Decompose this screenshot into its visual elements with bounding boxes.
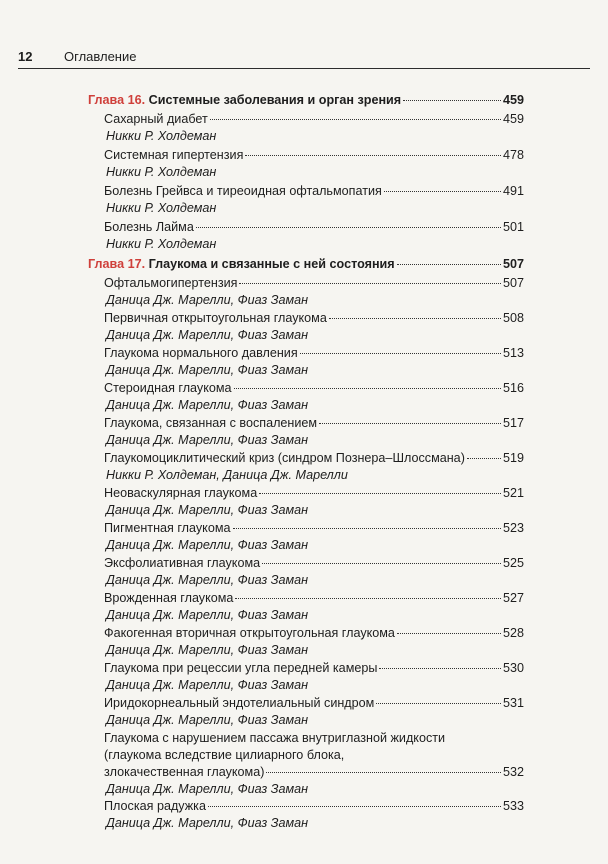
toc-entry-title: Офтальмогипертензия	[104, 276, 238, 290]
toc-entry-title: Врожденная глаукома	[104, 591, 234, 605]
toc-page-number: 532	[502, 765, 524, 779]
toc-page-number: 517	[502, 416, 524, 430]
header-title: Оглавление	[64, 48, 137, 64]
toc-page-number: 530	[502, 661, 524, 675]
toc-entry-title: Глаукомоциклитический криз (синдром Познера–Шлоссмана)	[104, 451, 465, 465]
dot-leader	[234, 388, 501, 389]
dot-leader	[397, 264, 501, 265]
dot-leader	[397, 633, 501, 634]
toc-chapter	[88, 92, 524, 109]
dot-leader	[384, 191, 501, 192]
toc-entry-title: Факогенная вторичная открытоугольная глаукома	[104, 626, 395, 640]
toc-entry	[104, 415, 524, 432]
chapter-label: Глава 16.	[88, 93, 146, 107]
toc-page-number: 523	[502, 521, 524, 535]
toc-entry-title: Глаукома при рецессии угла передней камеры	[104, 661, 378, 675]
toc-entry	[104, 590, 524, 607]
toc-entry-authors: Даница Дж. Марелли, Фиаз Заман	[106, 293, 309, 307]
toc-entry-title: Неоваскулярная глаукома	[104, 486, 258, 500]
toc-page-number: 528	[502, 626, 524, 640]
toc-entry-authors: Даница Дж. Марелли, Фиаз Заман	[106, 503, 309, 517]
toc-entry	[104, 555, 524, 572]
toc-entry-title: Системная гипертензия	[104, 148, 244, 162]
toc-page-number: 501	[502, 220, 524, 234]
toc-entry	[104, 798, 524, 815]
dot-leader	[300, 353, 501, 354]
toc-entry	[104, 625, 524, 642]
toc-entry-title: Иридокорнеальный эндотелиальный синдром	[104, 696, 375, 710]
chapter-title-text: Глаукома и связанные с ней состояния	[145, 257, 395, 271]
toc-page-number: 507	[502, 276, 524, 290]
dot-leader	[379, 668, 501, 669]
dot-leader	[245, 155, 501, 156]
toc-entry-authors: Даница Дж. Марелли, Фиаз Заман	[106, 328, 309, 342]
toc-page-number: 531	[502, 696, 524, 710]
toc-page-number: 521	[502, 486, 524, 500]
toc-entry-authors: Даница Дж. Марелли, Фиаз Заман	[106, 573, 309, 587]
page-number: 12	[18, 48, 33, 64]
toc-entry-authors: Даница Дж. Марелли, Фиаз Заман	[106, 433, 309, 447]
toc-entry-title: Эксфолиативная глаукома	[104, 556, 261, 570]
dot-leader	[262, 563, 501, 564]
toc-entry-authors: Никки Р. Холдеман	[106, 129, 217, 143]
toc-page-number: 459	[502, 93, 524, 107]
toc-page-number: 478	[502, 148, 524, 162]
chapter-label: Глава 17.	[88, 257, 146, 271]
toc-entry-title: Плоская радужка	[104, 799, 206, 813]
toc-page-number: 491	[502, 184, 524, 198]
toc-entry-title-line: злокачественная глаукома)	[104, 765, 265, 779]
toc-entry	[104, 695, 524, 712]
toc-entry	[104, 219, 524, 236]
toc-entry-title: Пигментная глаукома	[104, 521, 231, 535]
dot-leader	[467, 458, 501, 459]
running-header	[18, 44, 590, 69]
toc-entry-title-line: (глаукома вследствие цилиарного блока,	[104, 748, 345, 762]
toc-entry	[104, 380, 524, 397]
dot-leader	[196, 227, 501, 228]
toc-entry	[104, 660, 524, 677]
toc-page-number: 459	[502, 112, 524, 126]
toc-entry-authors: Даница Дж. Марелли, Фиаз Заман	[106, 713, 309, 727]
dot-leader	[239, 283, 501, 284]
toc-entry	[104, 310, 524, 327]
dot-leader	[208, 806, 501, 807]
toc-entry-authors: Даница Дж. Марелли, Фиаз Заман	[106, 678, 309, 692]
toc-entry-title: Болезнь Грейвса и тиреоидная офтальмопатия	[104, 184, 382, 198]
toc-page-number: 508	[502, 311, 524, 325]
toc-entry-authors: Никки Р. Холдеман, Даница Дж. Марелли	[106, 468, 348, 482]
dot-leader	[235, 598, 501, 599]
toc-entry	[104, 450, 524, 467]
toc-entry-title: Сахарный диабет	[104, 112, 208, 126]
toc-page-number: 513	[502, 346, 524, 360]
toc-entry-authors: Даница Дж. Марелли, Фиаз Заман	[106, 398, 309, 412]
toc-entry-authors: Никки Р. Холдеман	[106, 237, 217, 251]
dot-leader	[259, 493, 501, 494]
chapter-title	[88, 256, 395, 273]
dot-leader	[403, 100, 501, 101]
dot-leader	[210, 119, 501, 120]
toc-page-number: 527	[502, 591, 524, 605]
toc-page-number: 507	[502, 257, 524, 271]
toc-chapter	[88, 256, 524, 273]
chapter-title	[88, 92, 401, 109]
toc-page-number: 525	[502, 556, 524, 570]
toc-entry-authors: Никки Р. Холдеман	[106, 165, 217, 179]
toc-page-number: 516	[502, 381, 524, 395]
toc-entry-authors: Никки Р. Холдеман	[106, 201, 217, 215]
toc-entry	[104, 520, 524, 537]
toc-entry	[104, 764, 524, 781]
toc-entry-title: Глаукома, связанная с воспалением	[104, 416, 318, 430]
chapter-title-text: Системные заболевания и орган зрения	[145, 93, 402, 107]
toc-entry-authors: Даница Дж. Марелли, Фиаз Заман	[106, 608, 309, 622]
toc-entry-authors: Даница Дж. Марелли, Фиаз Заман	[106, 782, 309, 796]
toc-entry-authors: Даница Дж. Марелли, Фиаз Заман	[106, 816, 309, 830]
toc-page-number: 519	[502, 451, 524, 465]
toc-entry	[104, 485, 524, 502]
dot-leader	[376, 703, 501, 704]
dot-leader	[233, 528, 501, 529]
toc-entry	[104, 147, 524, 164]
toc-entry	[104, 345, 524, 362]
toc-entry-authors: Даница Дж. Марелли, Фиаз Заман	[106, 643, 309, 657]
toc-entry	[104, 183, 524, 200]
toc-entry-title: Первичная открытоугольная глаукома	[104, 311, 327, 325]
dot-leader	[329, 318, 501, 319]
toc-entry-title: Болезнь Лайма	[104, 220, 194, 234]
dot-leader	[319, 423, 501, 424]
toc-entry	[104, 275, 524, 292]
toc-entry-authors: Даница Дж. Марелли, Фиаз Заман	[106, 363, 309, 377]
toc-page-number: 533	[502, 799, 524, 813]
toc-entry-title: Стероидная глаукома	[104, 381, 232, 395]
dot-leader	[266, 772, 501, 773]
toc-entry	[104, 111, 524, 128]
toc-entry-authors: Даница Дж. Марелли, Фиаз Заман	[106, 538, 309, 552]
toc-entry-title: Глаукома нормального давления	[104, 346, 298, 360]
toc-entry-title-line: Глаукома с нарушением пассажа внутриглазной жидкости	[104, 731, 446, 745]
